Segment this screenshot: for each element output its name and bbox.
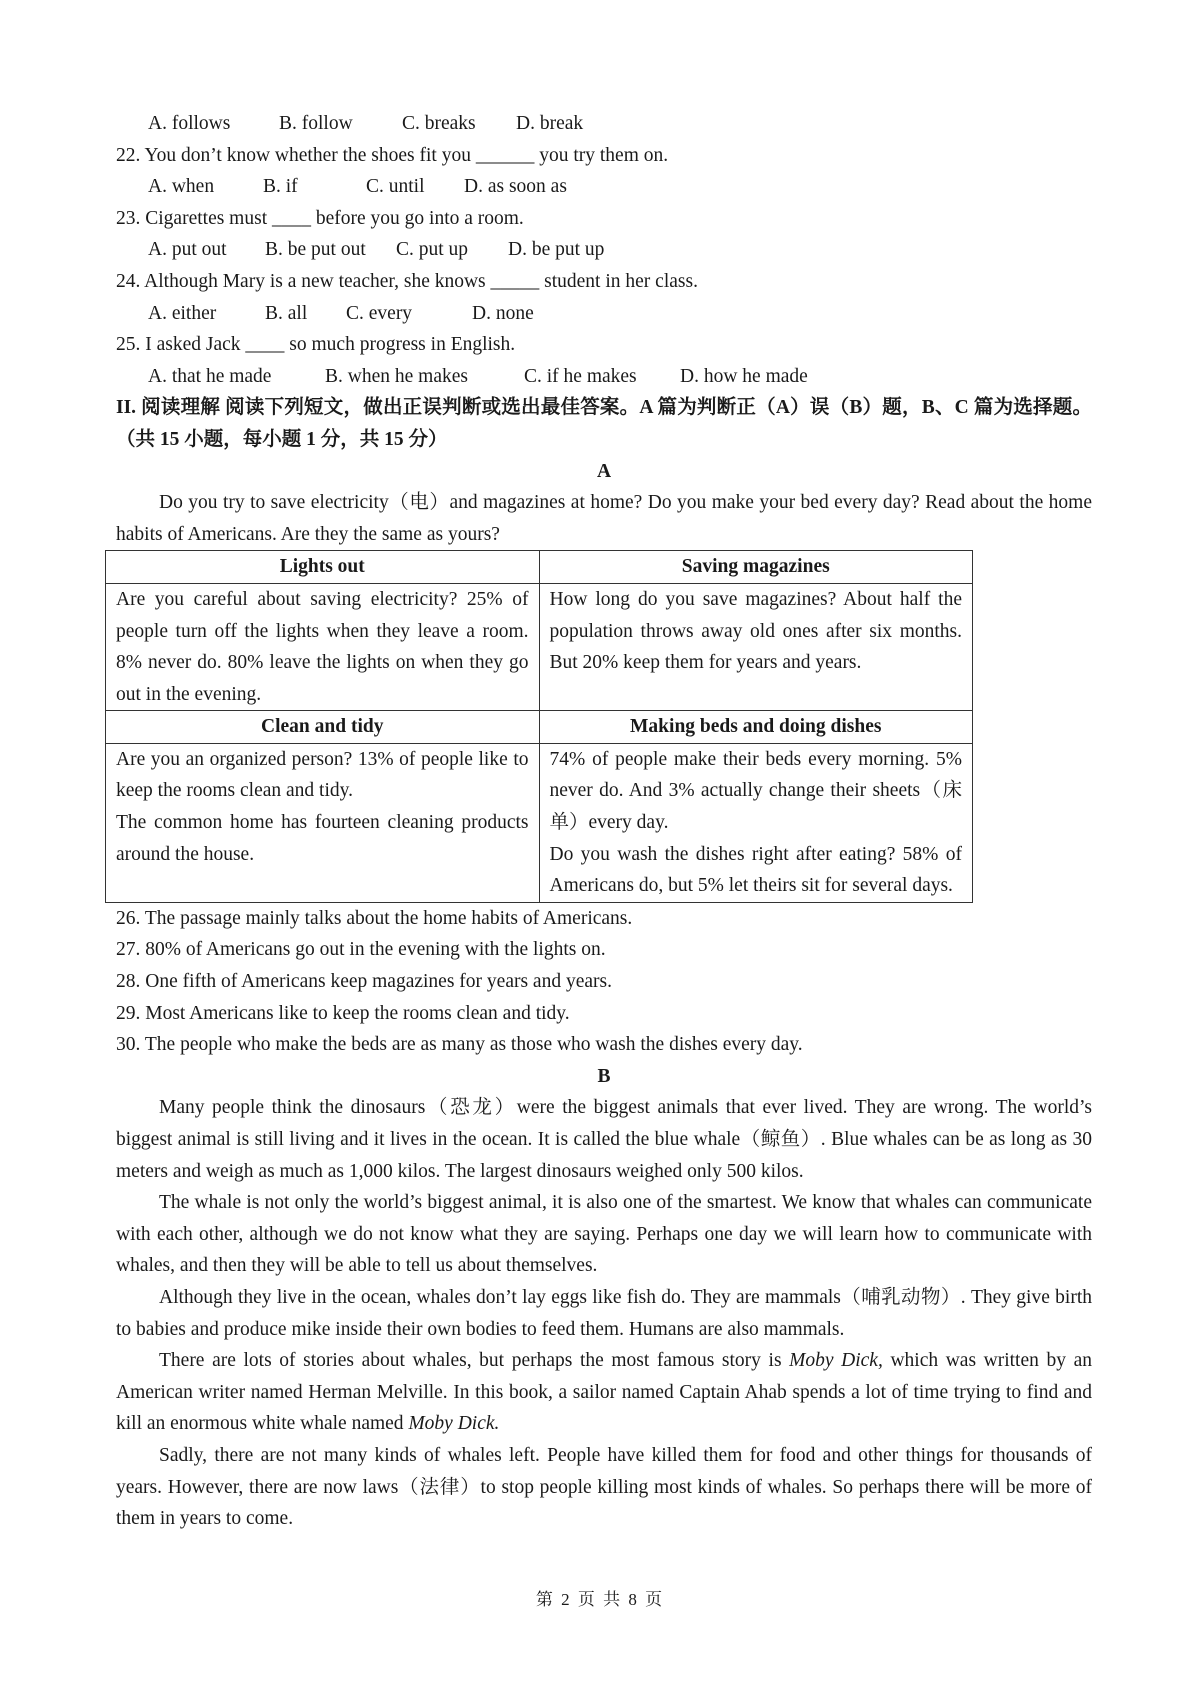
table-cell-lights-out: Are you careful about saving electricity? 25% of people turn off the lights when they leave a room. 8% never do. 80% leave the lights on when they go out in the evening. xyxy=(106,583,540,710)
passage-b-paragraph-5: Sadly, there are not many kinds of whales left. People have killed them for food and other things for thousands of years. However, there are now laws（法律）to stop people killing most kinds of whales. So perhaps there will be more of them in years to come. xyxy=(116,1444,1092,1530)
q25-stem: 25. I asked Jack ____ so much progress in English. xyxy=(116,334,516,356)
whale-name-moby-dick: Moby Dick. xyxy=(408,1413,500,1435)
q22-option-d: D. as soon as xyxy=(464,176,567,198)
q25-option-c: C. if he makes xyxy=(524,365,637,387)
question-28: 28. One fifth of Americans keep magazines for years and years. xyxy=(116,971,612,993)
table-cell-clean-tidy xyxy=(106,743,540,902)
clean-tidy-text-2: The common home has fourteen cleaning products around the house. xyxy=(116,812,529,865)
table-header-lights-out: Lights out xyxy=(106,551,540,584)
q23-option-b: B. be put out xyxy=(265,239,366,261)
passage-a-label: A xyxy=(596,460,612,482)
q22-option-b: B. if xyxy=(263,176,298,198)
p4-text-b: which was written by an American writer named Herman Melville. In this book, a sailor named Captain Ahab spends a lot of time trying to find and kill an enormous white whale named xyxy=(116,1350,1092,1435)
passage-b-paragraph-3: Although they live in the ocean, whales don’t lay eggs like fish do. They are mammals（哺乳动物）. They give birth to babies and produce mike inside their own bodies to feed them. Humans are also mammals. xyxy=(116,1286,1092,1340)
question-26: 26. The passage mainly talks about the home habits of Americans. xyxy=(116,907,633,929)
q24-options xyxy=(116,298,1092,330)
q23-stem: 23. Cigarettes must ____ before you go into a room. xyxy=(116,207,524,229)
q21-option-d: D. break xyxy=(516,113,584,134)
table-cell-saving-magazines: How long do you save magazines? About half the population throws away old ones after six months. But 20% keep them for years and years. xyxy=(539,583,973,710)
q24-option-b: B. all xyxy=(265,302,308,324)
q23-option-d: D. be put up xyxy=(508,239,605,261)
beds-dishes-text-1: 74% of people make their beds every morning. 5% never do. And 3% actually change their sheets（床单）every day. xyxy=(549,748,962,834)
question-30: 30. The people who make the beds are as many as those who wash the dishes every day. xyxy=(116,1034,803,1056)
q23-option-a: A. put out xyxy=(148,239,227,261)
q21-option-a: A. follows xyxy=(148,113,231,134)
table-header-saving-magazines: Saving magazines xyxy=(539,551,973,584)
q25-option-b: B. when he makes xyxy=(325,365,468,387)
q22-option-c: C. until xyxy=(366,176,425,198)
table-header-clean-tidy: Clean and tidy xyxy=(106,711,540,744)
book-title-moby-dick: Moby Dick, xyxy=(789,1350,883,1372)
q25-option-a: A. that he made xyxy=(148,365,272,387)
beds-dishes-text-2: Do you wash the dishes right after eating? 58% of Americans do, but 5% let theirs sit for several days. xyxy=(549,843,962,897)
page-footer: 第 2 页 共 8 页 xyxy=(535,1590,665,1609)
q21-option-b: B. follow xyxy=(279,113,353,134)
passage-b-paragraph-4 xyxy=(116,1345,1092,1440)
q22-option-a: A. when xyxy=(148,176,215,198)
q23-option-c: C. put up xyxy=(396,239,469,261)
q24-option-a: A. either xyxy=(148,302,217,324)
q22-options xyxy=(116,171,1092,203)
q22-stem: 22. You don’t know whether the shoes fit you ______ you try them on. xyxy=(116,144,669,166)
q21-option-c: C. breaks xyxy=(402,113,476,134)
habits-table xyxy=(105,550,973,903)
passage-b-paragraph-2: The whale is not only the world’s biggest animal, it is also one of the smartest. We know that whales can communicate with each other, although we do not know what they are saying. Perhaps one day we will learn how to communicate with whales, and then they will be able to tell us about themselves. xyxy=(116,1192,1092,1277)
q24-option-d: D. none xyxy=(472,302,534,324)
question-27: 27. 80% of Americans go out in the evening with the lights on. xyxy=(116,939,606,961)
q25-option-d: D. how he made xyxy=(680,365,808,387)
section-2-title: II. 阅读理解 阅读下列短文，做出正误判断或选出最佳答案。A 篇为判断正（A）误（B）题，B、C 篇为选择题。（共 15 小题，每小题 1 分，共 15 分） xyxy=(116,397,1092,450)
passage-b-label: B xyxy=(597,1065,611,1087)
p4-text-a: There are lots of stories about whales, but perhaps the most famous story is xyxy=(159,1350,790,1372)
exam-page xyxy=(116,108,1092,1535)
q25-options xyxy=(116,361,1092,393)
table-cell-beds-dishes xyxy=(539,743,973,902)
question-29: 29. Most Americans like to keep the rooms clean and tidy. xyxy=(116,1002,570,1024)
q24-option-c: C. every xyxy=(346,302,413,324)
clean-tidy-text-1: Are you an organized person? 13% of people like to keep the rooms clean and tidy. xyxy=(116,748,529,802)
passage-b-paragraph-1: Many people think the dinosaurs（恐龙）were the biggest animals that ever lived. They are wrong. The world’s biggest animal is still living and it lives in the ocean. It is called the blue whale（鲸鱼）. Blue whales can be as long as 30 meters and weigh as much as 1,000 kilos. The largest dinosaurs weighed only 500 kilos. xyxy=(116,1097,1092,1182)
q24-stem: 24. Although Mary is a new teacher, she knows _____ student in her class. xyxy=(116,270,698,292)
table-header-beds-dishes: Making beds and doing dishes xyxy=(539,711,973,744)
passage-a-intro: Do you try to save electricity（电）and magazines at home? Do you make your bed every day? Read about the home habits of Americans. Are they the same as yours? xyxy=(116,492,1092,545)
q21-options xyxy=(116,108,1092,140)
q23-options xyxy=(116,234,1092,266)
